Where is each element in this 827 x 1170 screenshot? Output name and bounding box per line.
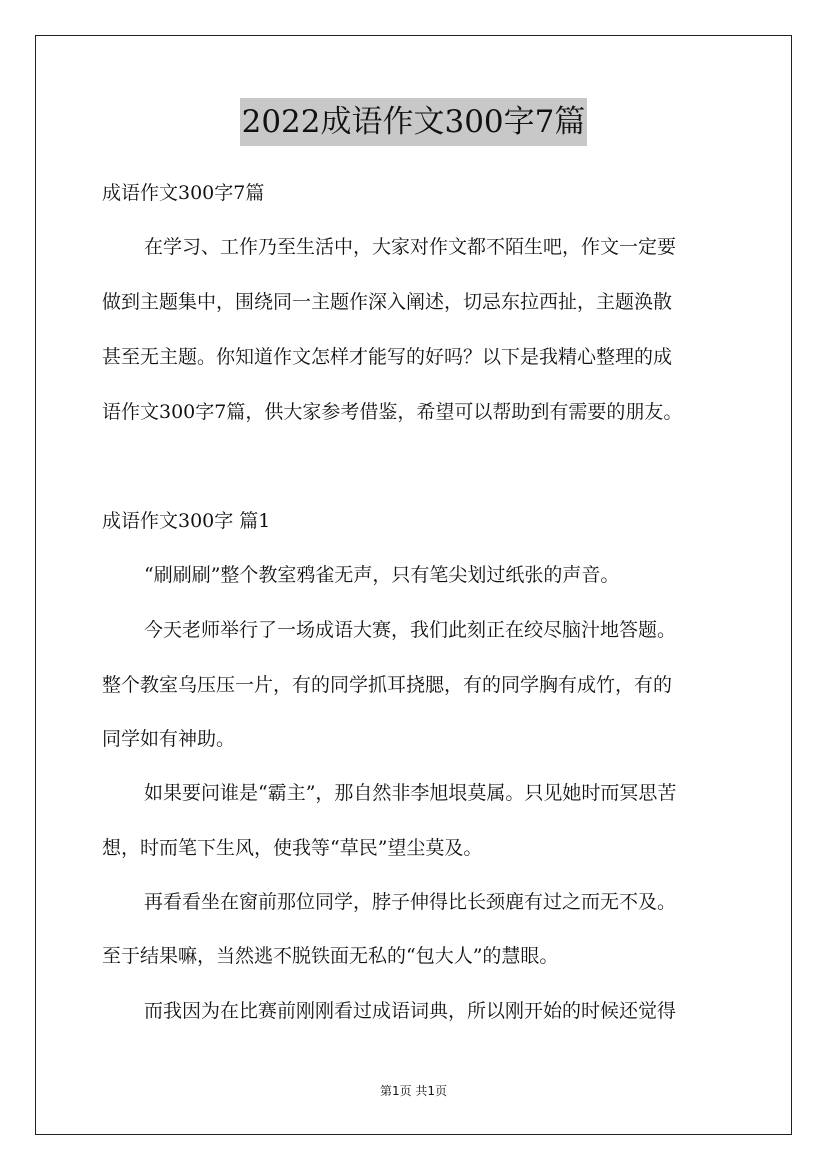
body-line: 同学如有神助。 (102, 728, 236, 750)
body-line: 至于结果嘛，当然逃不脱铁面无私的“包大人”的慧眼。 (102, 945, 559, 967)
body-line: 再看看坐在窗前那位同学，脖子伸得比长颈鹿有过之而无不及。 (144, 891, 677, 913)
body-line: 想，时而笔下生风，使我等“草民”望尘莫及。 (102, 837, 483, 859)
intro-line: 语作文300字7篇，供大家参考借鉴，希望可以帮助到有需要的朋友。 (102, 401, 683, 423)
intro-line: 甚至无主题。你知道作文怎样才能写的好吗？以下是我精心整理的成 (102, 346, 673, 368)
page-footer: 第1页 共1页 (379, 1084, 448, 1098)
intro-line: 做到主题集中，围绕同一主题作深入阐述，切忌东拉西扯，主题涣散 (102, 291, 673, 313)
title-area (0, 98, 827, 146)
document-title: 2022成语作文300字7篇 (240, 98, 588, 146)
section-heading: 成语作文300字 篇1 (102, 510, 271, 532)
subtitle: 成语作文300字7篇 (102, 182, 265, 204)
body-line: “刷刷刷”整个教室鸦雀无声，只有笔尖划过纸张的声音。 (144, 564, 620, 586)
body-line: 整个教室乌压压一片，有的同学抓耳挠腮，有的同学胸有成竹，有的 (102, 674, 673, 696)
body-line: 而我因为在比赛前刚刚看过成语词典，所以刚开始的时候还觉得 (144, 1000, 677, 1022)
body-line: 如果要问谁是“霸主”，那自然非李旭垠莫属。只见她时而冥思苦 (144, 782, 677, 804)
intro-line: 在学习、工作乃至生活中，大家对作文都不陌生吧，作文一定要 (144, 236, 677, 258)
body-line: 今天老师举行了一场成语大赛，我们此刻正在绞尽脑汁地答题。 (144, 619, 677, 641)
